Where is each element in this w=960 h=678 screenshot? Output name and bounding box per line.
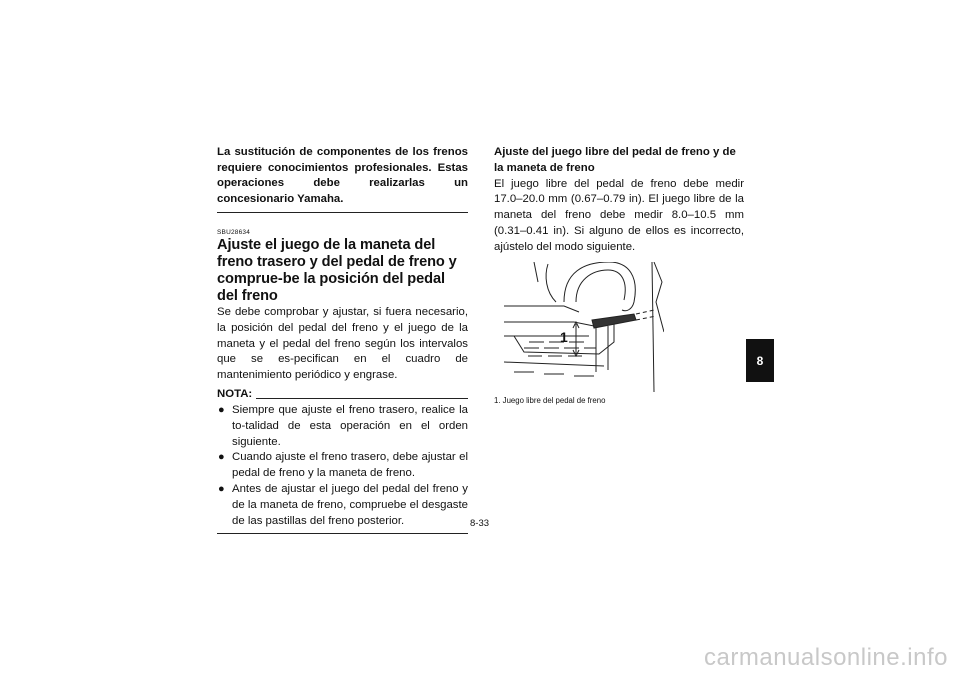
right-column [494,145,744,405]
bullet-icon: ● [218,482,225,495]
figure-callout-label: 1 [560,328,568,345]
right-body: El juego libre del pedal de freno debe medir 17.0–20.0 mm (0.67–0.79 in). El juego libre de la maneta del freno debe medir 8.0–10.5 mm (0.31–0.41 in). Si alguno de ellos es incorrecto, ajústelo del modo siguiente. [494,177,744,253]
warning-divider [217,212,468,213]
bullet-icon: ● [218,451,225,464]
list-item: ● Cuando ajuste el freno trasero, debe ajustar el pedal de freno y la maneta de freno. [218,451,468,480]
nota-label: NOTA: [217,387,253,400]
chapter-tab: 8 [746,339,774,382]
bullet-icon: ● [218,403,225,416]
section-body: Se debe comprobar y ajustar, si fuera necesario, la posición del pedal del freno y el juego de la maneta y el pedal del freno según los intervalos que se es-pecifican en el cuadro de mantenimiento periódico y engrase. [217,306,468,382]
brake-pedal-drawing [504,262,664,392]
nota-line [256,398,468,399]
nota-end-divider [217,533,468,534]
section-heading: Ajuste el juego de la maneta del freno trasero y del pedal de freno y comprue-be la posición del pedal del freno [217,237,457,304]
left-column [217,145,468,534]
list-item: ● Siempre que ajuste el freno trasero, realice la to-talidad de esta operación en el orden siguiente. [218,403,468,448]
figure-caption: 1. Juego libre del pedal de freno [494,395,606,405]
nota-header [217,387,468,401]
page-number: 8-33 [470,518,490,529]
list-item: ● Antes de ajustar el juego del pedal del freno y de la maneta de freno, compruebe el desgaste de las pastillas del freno posterior. [218,482,468,527]
right-heading: Ajuste del juego libre del pedal de freno y de la maneta de freno [494,146,736,174]
watermark: carmanualsonline.info [704,644,948,671]
brake-pedal-illustration [504,262,664,392]
warning-text: La sustitución de componentes de los frenos requiere conocimientos profesionales. Estas operaciones debe realizarlas un concesionario Yamaha. [217,146,468,205]
nota-list [217,403,468,529]
section-code: SBU28634 [217,229,251,236]
